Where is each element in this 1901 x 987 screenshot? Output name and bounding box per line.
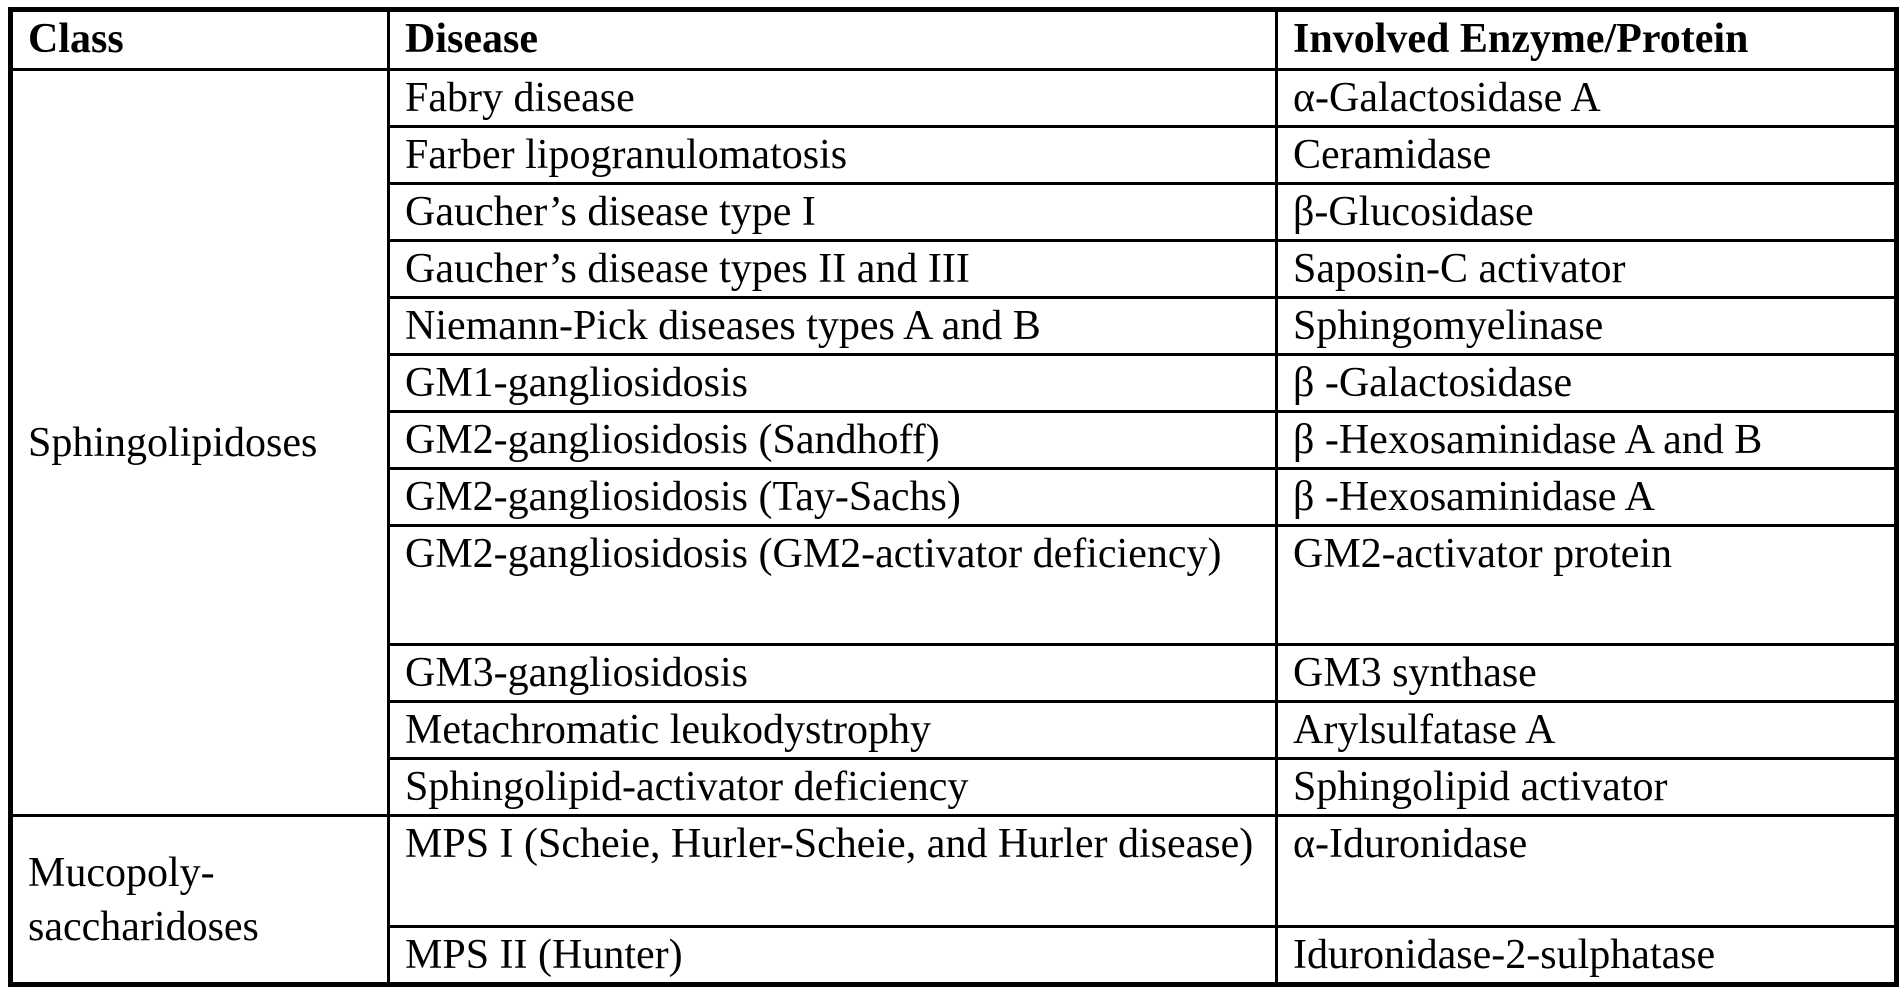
disease-cell: MPS II (Hunter) bbox=[389, 927, 1277, 985]
class-column-header: Class bbox=[11, 10, 389, 70]
class-group-cell-mucopolysaccharidoses: Mucopoly- saccharidoses bbox=[11, 816, 389, 985]
disease-cell: Niemann-Pick diseases types A and B bbox=[389, 298, 1277, 355]
disease-cell: Farber lipogranulomatosis bbox=[389, 127, 1277, 184]
enzyme-cell: GM3 synthase bbox=[1277, 645, 1897, 702]
disease-cell: GM3-gangliosidosis bbox=[389, 645, 1277, 702]
disease-cell: Sphingolipid-activator deficiency bbox=[389, 759, 1277, 816]
class-group-cell-sphingolipidoses: Sphingolipidoses bbox=[11, 70, 389, 816]
enzyme-cell: Sphingomyelinase bbox=[1277, 298, 1897, 355]
enzyme-cell: α-Galactosidase A bbox=[1277, 70, 1897, 127]
disease-cell: Fabry disease bbox=[389, 70, 1277, 127]
disease-cell: Gaucher’s disease types II and III bbox=[389, 241, 1277, 298]
disease-cell: Gaucher’s disease type I bbox=[389, 184, 1277, 241]
enzyme-cell: Saposin-C activator bbox=[1277, 241, 1897, 298]
enzyme-cell: Sphingolipid activator bbox=[1277, 759, 1897, 816]
enzyme-cell: α-Iduronidase bbox=[1277, 816, 1897, 927]
disease-cell: Metachromatic leukodystrophy bbox=[389, 702, 1277, 759]
enzyme-cell: Arylsulfatase A bbox=[1277, 702, 1897, 759]
disease-column-header: Disease bbox=[389, 10, 1277, 70]
disease-cell: GM2-gangliosidosis (GM2-activator deficiency) bbox=[389, 526, 1277, 645]
disease-cell: GM2-gangliosidosis (Sandhoff) bbox=[389, 412, 1277, 469]
table-row bbox=[11, 816, 1897, 927]
enzyme-cell: β -Hexosaminidase A bbox=[1277, 469, 1897, 526]
lysosomal-disease-table bbox=[8, 7, 1899, 987]
table-row bbox=[11, 70, 1897, 127]
disease-cell: GM1-gangliosidosis bbox=[389, 355, 1277, 412]
enzyme-column-header: Involved Enzyme/Protein bbox=[1277, 10, 1897, 70]
enzyme-cell: β -Galactosidase bbox=[1277, 355, 1897, 412]
enzyme-cell: Ceramidase bbox=[1277, 127, 1897, 184]
enzyme-cell: β -Hexosaminidase A and B bbox=[1277, 412, 1897, 469]
header-row bbox=[11, 10, 1897, 70]
disease-cell: GM2-gangliosidosis (Tay-Sachs) bbox=[389, 469, 1277, 526]
enzyme-cell: GM2-activator protein bbox=[1277, 526, 1897, 645]
disease-cell: MPS I (Scheie, Hurler-Scheie, and Hurler disease) bbox=[389, 816, 1277, 927]
enzyme-cell: Iduronidase-2-sulphatase bbox=[1277, 927, 1897, 985]
enzyme-cell: β-Glucosidase bbox=[1277, 184, 1897, 241]
